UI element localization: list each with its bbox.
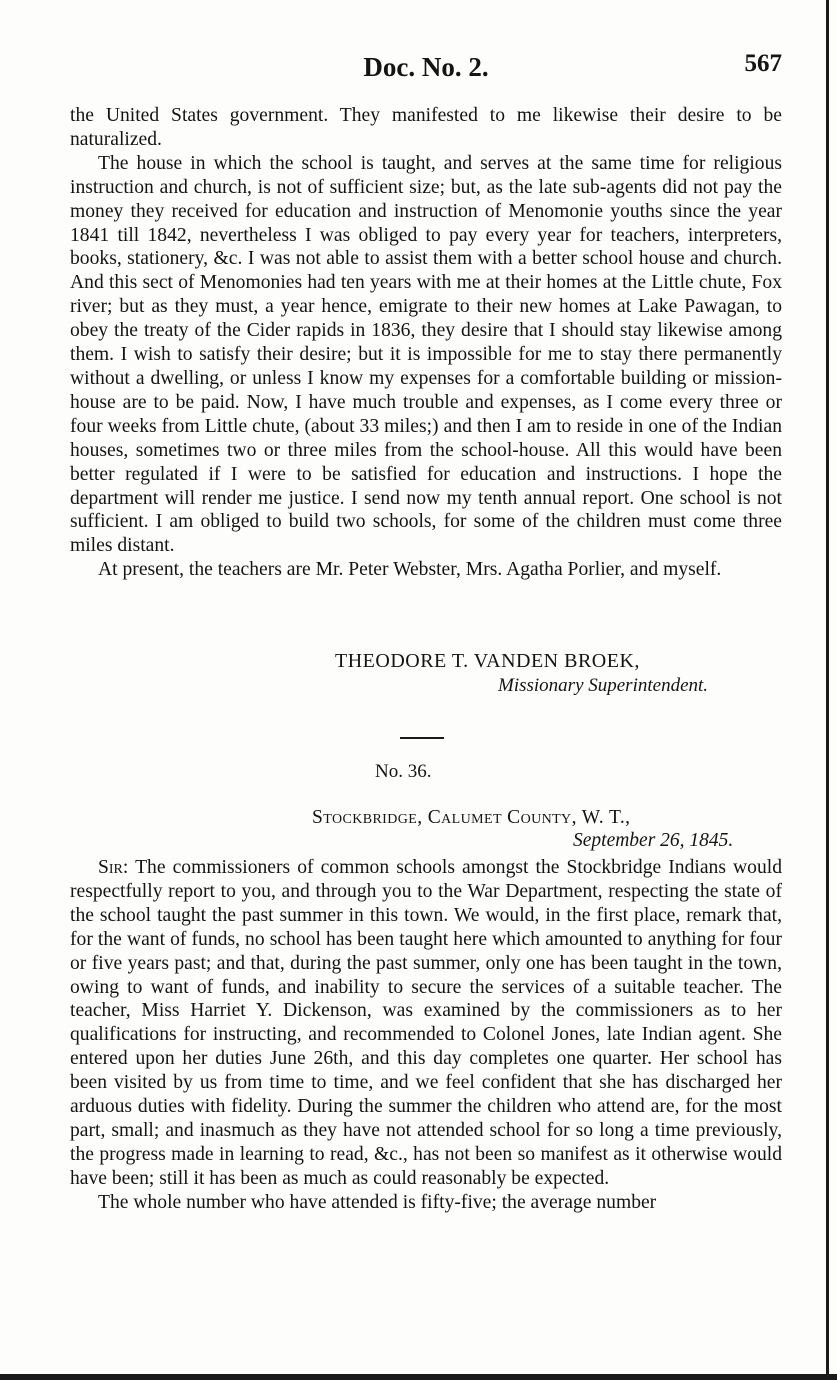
- signature-name: THEODORE T. VANDEN BROEK,: [335, 650, 640, 672]
- letter-date: September 26, 1845.: [573, 830, 734, 851]
- signature-title: Missionary Superintendent.: [498, 675, 709, 696]
- page-number: 567: [744, 50, 782, 77]
- letter-paragraph: The whole number who have attended is fifty-five; the average number: [98, 1191, 657, 1213]
- letter-body: [70, 856, 782, 1215]
- page-bottom-edge: [0, 1374, 837, 1380]
- page-edge-shadow: [826, 0, 829, 1380]
- letter-paragraph: [70, 856, 782, 1191]
- running-head: [70, 52, 782, 88]
- report-paragraph: At present, the teachers are Mr. Peter Webster, Mrs. Agatha Porlier, and myself.: [98, 559, 722, 581]
- report-paragraph: The house in which the school is taught, and serves at the same time for religious instruction and church, is not of sufficient size; but, as the late sub-agents did not pay the money they received for education and instruction of Menomonie youths since the year 1841 till 1842, nevertheless I was obliged to pay every year for teachers, interpreters, books, stationery, &c. I was not able to assist them with a better school house and church. And this sect of Menomonies had ten years with me at their homes at the Little chute, Fox river; but as they must, a year hence, emigrate to their new homes at Lake Pawagan, to obey the treaty of the Cider rapids in 1836, they desire that I should stay likewise among them. I wish to satisfy their desire; but it is impossible for me to stay there permanently without a dwelling, or unless I know my expenses for a comfortable building or mission-house are to be paid. Now, I have much trouble and expenses, as I come every three or four weeks from Little chute, (about 33 miles;) and then I am to reside in one of the Indian houses, sometimes two or three miles from the school-house. All this would have been better regulated if I were to be satisfied for education and instructions. I hope the department will render me justice. I send now my tenth annual report. One school is not sufficient. I am obliged to build two schools, for some of the children must come three miles distant.: [70, 152, 782, 557]
- report-continuation: [70, 104, 782, 582]
- letter-paragraph-text: The commissioners of common schools amongst the Stockbridge Indians would respectfully report to you, and through you to the War Department, respecting the state of the school taught the past summer in this town. We would, in the first place, remark that, for the want of funds, no school has been taught here which amounted to anything for four or five years past; and that, during the past summer, only one has been taught in the town, owing to want of funds, and inability to secure the services of a suitable teacher. The teacher, Miss Harriet Y. Dickenson, was examined by the commissioners as to her qualifications for instructing, and recommended to Colonel Jones, late Indian agent. She entered upon her duties June 26th, and this day completes one quarter. Her school has been visited by us from time to time, and we feel confident that she has discharged her arduous duties with fidelity. During the summer the children who attend are, for the most part, small; and inasmuch as they have not attended school for so long a time previously, the progress made in learning to read, &c., has not been so manifest as it otherwise would have been; still it has been as much as could reasonably be expected.: [70, 857, 782, 1189]
- section-divider: [400, 737, 444, 739]
- letter-place: Stockbridge, Calumet County, W. T.,: [312, 807, 631, 828]
- report-paragraph: the United States government. They manifested to me likewise their desire to be naturalized.: [70, 105, 782, 150]
- salutation: Sir:: [98, 857, 129, 878]
- document-title: Doc. No. 2.: [363, 52, 489, 82]
- letter-number: No. 36.: [375, 761, 432, 782]
